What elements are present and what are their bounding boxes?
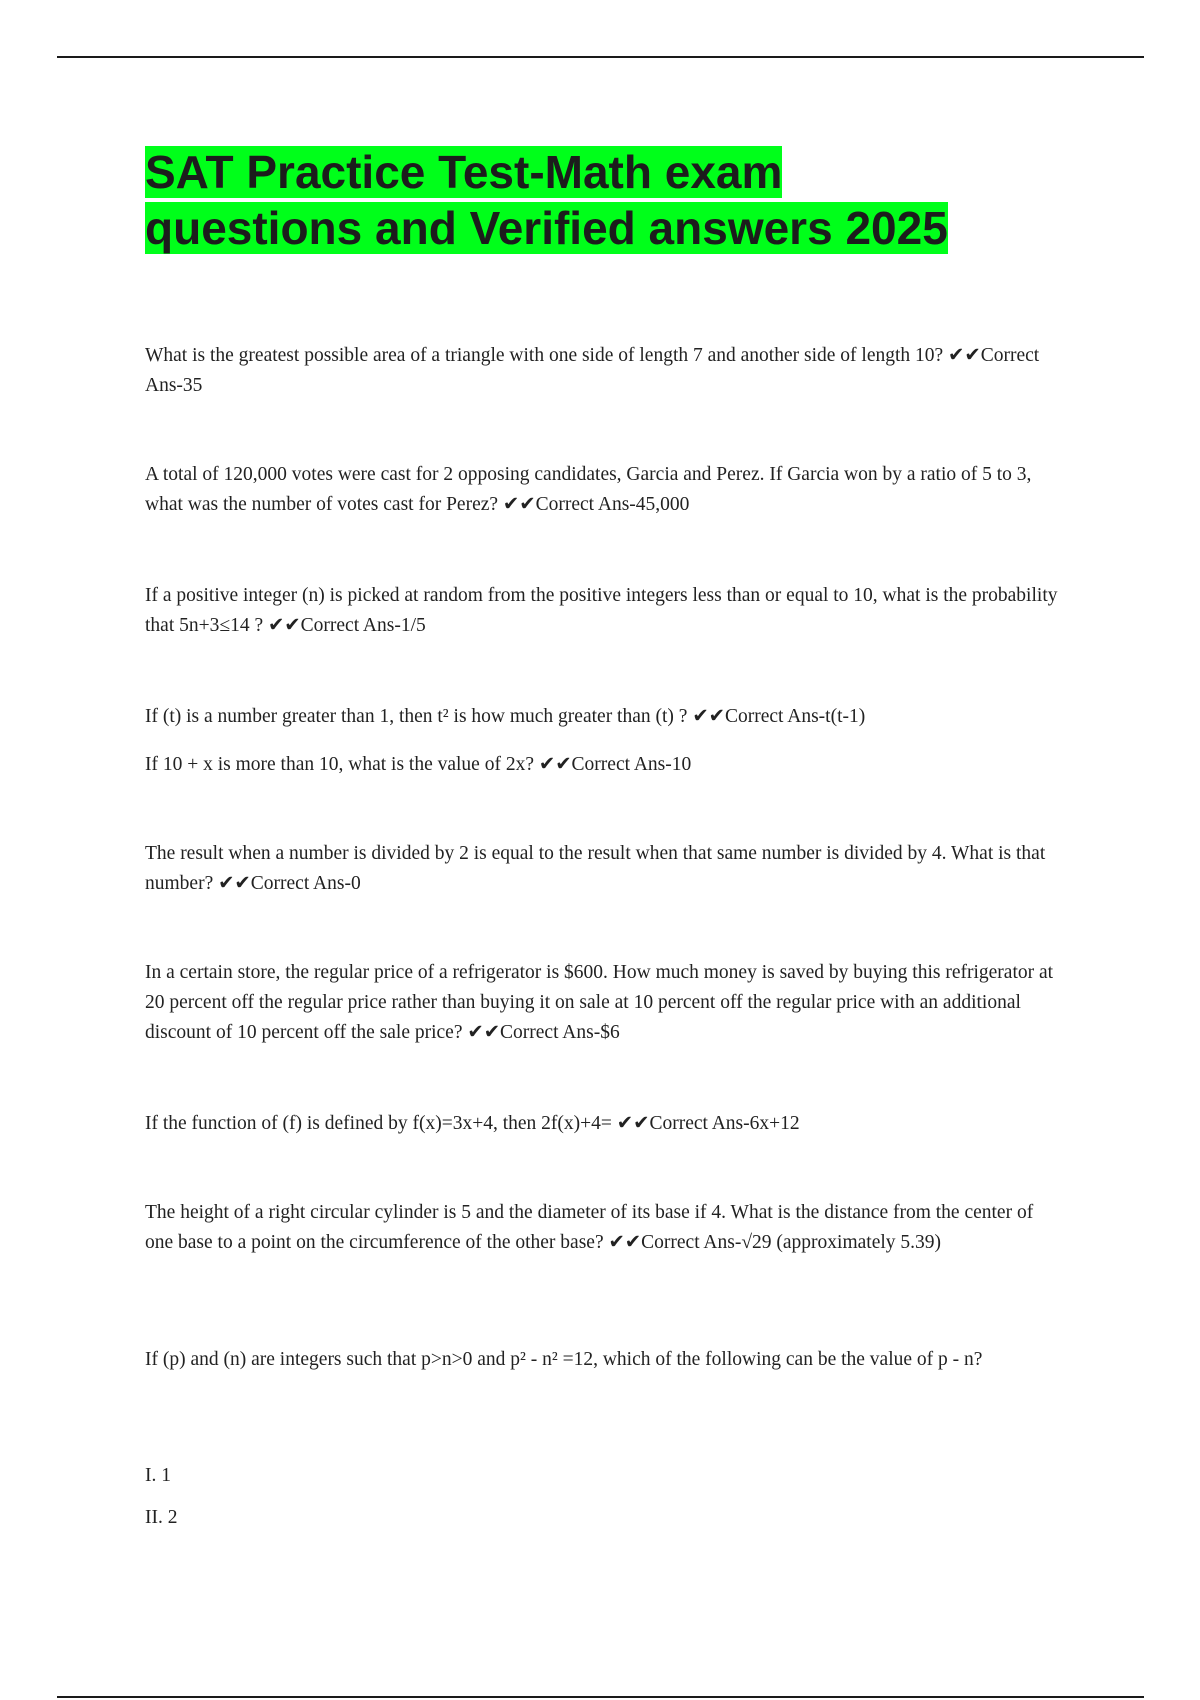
title-line-2: questions and Verified answers 2025: [145, 202, 948, 254]
top-rule: [57, 56, 1144, 58]
question-4: If (t) is a number greater than 1, then t² is how much greater than (t) ? ✔✔Correct Ans-t(t-1): [145, 706, 866, 727]
option-2: II. 2: [145, 1507, 178, 1528]
bottom-rule: [57, 1696, 1144, 1698]
question-8: If the function of (f) is defined by f(x)=3x+4, then 2f(x)+4= ✔✔Correct Ans-6x+12: [145, 1113, 800, 1134]
question-9: The height of a right circular cylinder is 5 and the diameter of its base if 4. What is the distance from the center of one base to a point on the circumference of the other base? ✔✔Correct Ans-√29 (approximately 5.39): [145, 1202, 1034, 1253]
option-1: I. 1: [145, 1465, 171, 1486]
question-7: In a certain store, the regular price of a refrigerator is $600. How much money is saved by buying this refrigerator at 20 percent off the regular price rather than buying it on sale at 10 percent off the regular price with an additional discount of 10 percent off the sale price? ✔✔Correct Ans-$6: [145, 962, 1054, 1043]
question-5: If 10 + x is more than 10, what is the value of 2x? ✔✔Correct Ans-10: [145, 754, 692, 775]
question-10: If (p) and (n) are integers such that p>n>0 and p² - n² =12, which of the following can be the value of p - n?: [145, 1349, 983, 1370]
question-2: A total of 120,000 votes were cast for 2 opposing candidates, Garcia and Perez. If Garcia won by a ratio of 5 to 3, what was the number of votes cast for Perez? ✔✔Correct Ans-45,000: [145, 464, 1032, 515]
page-title: [145, 144, 1065, 256]
question-1: What is the greatest possible area of a triangle with one side of length 7 and another side of length 10? ✔✔Correct Ans-35: [145, 345, 1040, 396]
question-6: The result when a number is divided by 2 is equal to the result when that same number is divided by 4. What is that number? ✔✔Correct Ans-0: [145, 843, 1046, 894]
question-3: If a positive integer (n) is picked at random from the positive integers less than or equal to 10, what is the probability that 5n+3≤14 ? ✔✔Correct Ans-1/5: [145, 585, 1058, 636]
title-line-1: SAT Practice Test-Math exam: [145, 146, 783, 198]
